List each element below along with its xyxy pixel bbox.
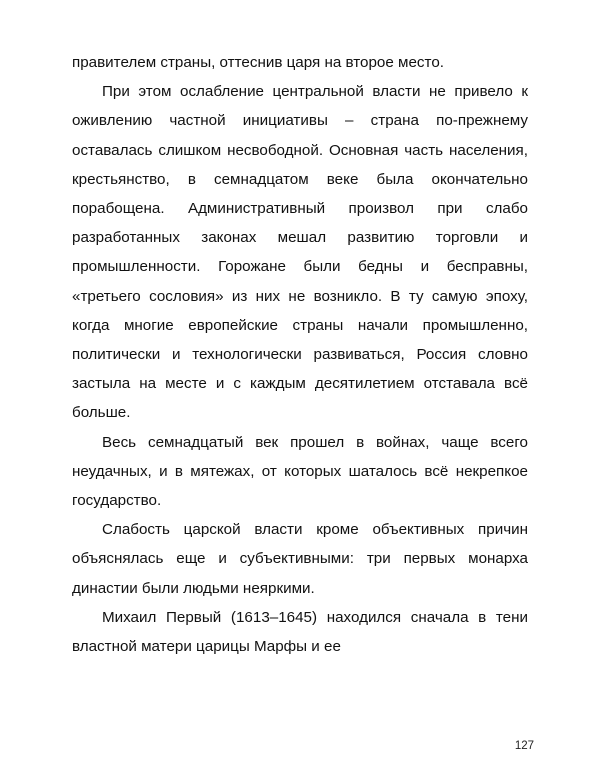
paragraph: При этом ослабление центральной власти не привело к оживлению частной инициативы – страна по-прежнему оставалась слишком несвободной. Основная часть населения, крестьянство, в семнадцатом веке была окончательно порабощена. Административный произвол при слабо разработанных законах мешал развитию торговли и промышленности. Горожане были бедны и бесправны, «третьего сословия» из них не возникло. В ту самую эпоху, когда многие европейские страны начали промышленно, политически и технологически развиваться, Россия словно застыла на месте и с каждым десятилетием отставала всё больше.	[72, 83, 528, 422]
paragraph: Михаил Первый (1613–1645) находился сначала в тени властной матери царицы Марфы и ее	[72, 608, 528, 656]
page-text-column	[72, 48, 528, 661]
paragraph: Весь семнадцатый век прошел в войнах, чаще всего неудачных, и в мятежах, от которых шаталось всё некрепкое государство.	[72, 433, 528, 510]
paragraph: Слабость царской власти кроме объективных причин объяснялась еще и субъективными: три первых монарха династии были людьми неяркими.	[72, 521, 528, 597]
page-number: 127	[514, 740, 534, 752]
paragraph: правителем страны, оттеснив царя на второе место.	[72, 54, 444, 71]
